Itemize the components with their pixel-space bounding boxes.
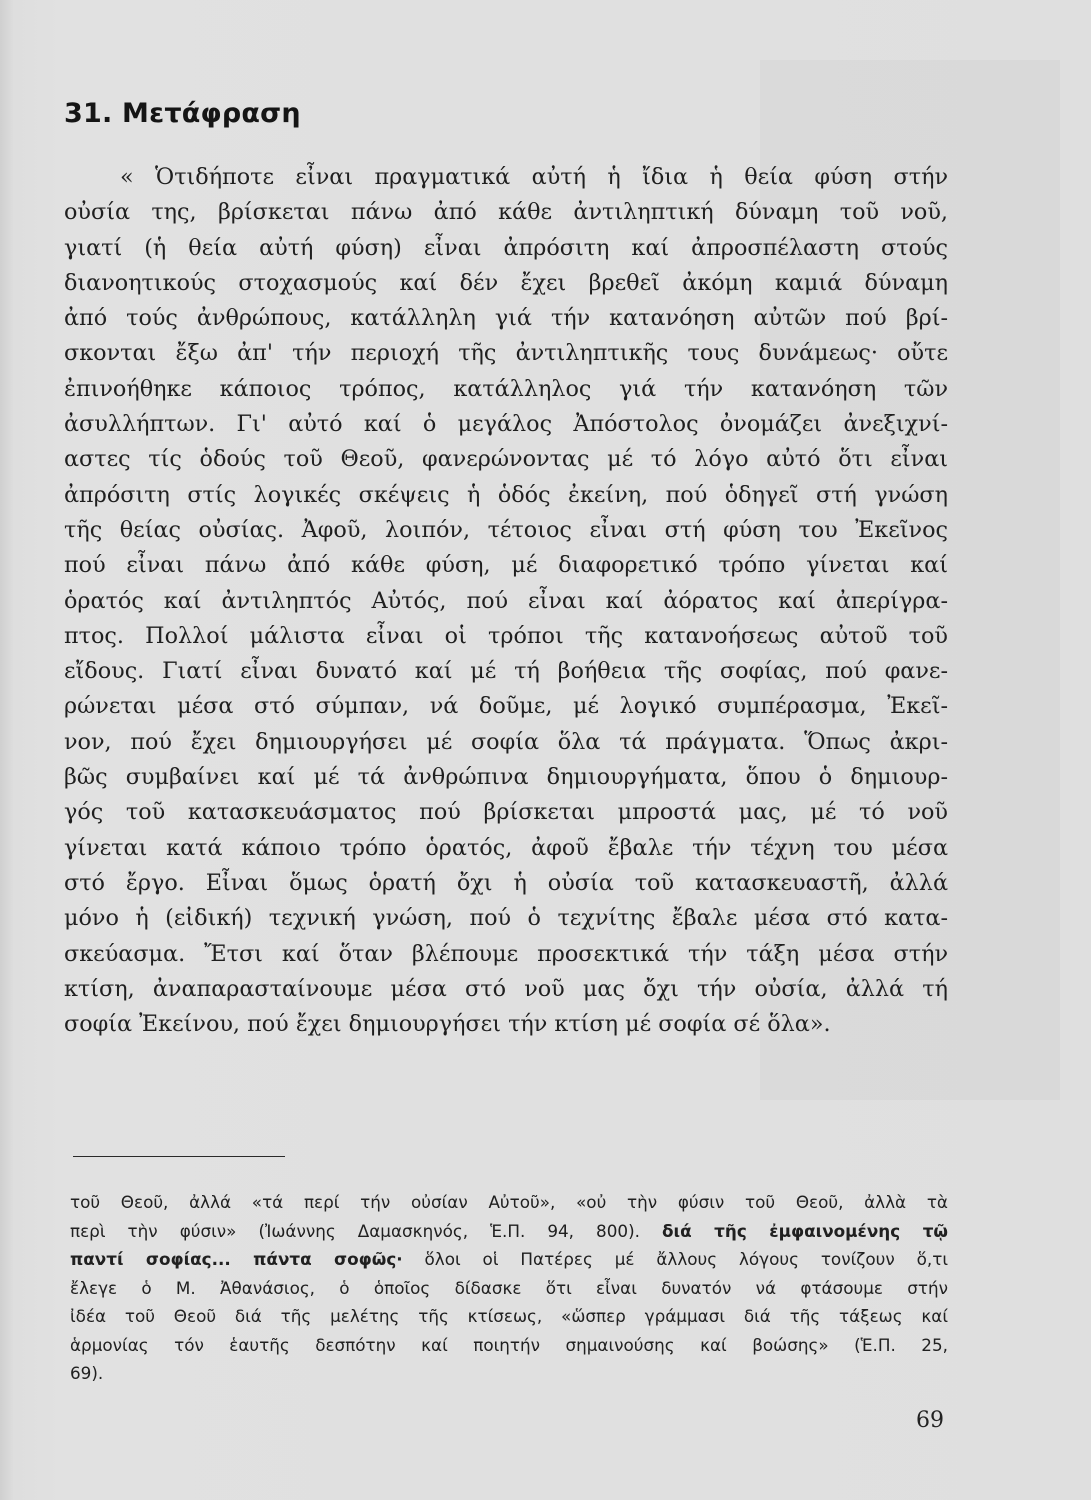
body-line: εἴδους. Γιατί εἶναι δυνατό καί μέ τή βοήθεια τῆς σοφίας, πού φανε-	[64, 658, 948, 685]
translation-body	[64, 160, 948, 1042]
body-line: « Ὁτιδήποτε εἶναι πραγματικά αὐτή ἡ ἴδια ἡ θεία φύση στήν	[120, 164, 948, 190]
footnote-text: περὶ τὴν φύσιν» (Ἰωάννης Δαμασκηνός, Ἑ.Π. 94, 800).	[70, 1220, 640, 1241]
body-line: ἀσυλλήπτων. Γι' αὐτό καί ὁ μεγάλος Ἀπόστολος ὀνομάζει ἀνεξιχνί-	[64, 411, 948, 438]
body-line: πού εἶναι πάνω ἀπό κάθε φύση, μέ διαφορετικό τρόπο γίνεται καί	[64, 552, 948, 579]
footnote-separator	[73, 1156, 285, 1157]
body-line: στό ἔργο. Εἶναι ὅμως ὁρατή ὄχι ἡ οὐσία τοῦ κατασκευαστῆ, ἀλλά	[64, 869, 948, 896]
section-heading: 31. Μετάφραση	[64, 98, 301, 129]
footnote-line: 69).	[70, 1363, 104, 1383]
footnote	[70, 1188, 948, 1388]
body-line: τῆς θείας οὐσίας. Ἀφοῦ, λοιπόν, τέτοιος εἶναι στή φύση του Ἐκεῖνος	[64, 516, 948, 543]
body-line: νον, πού ἔχει δημιουργήσει μέ σοφία ὅλα τά πράγματα. Ὅπως ἀκρι-	[64, 728, 948, 755]
footnote-line: τοῦ Θεοῦ, ἀλλά «τά περί τήν οὐσίαν Αὐτοῦ», «οὐ τὴν φύσιν τοῦ Θεοῦ, ἀλλὰ τὰ	[70, 1192, 948, 1212]
footnote-line: ἔλεγε ὁ Μ. Ἀθανάσιος, ὁ ὁποῖος δίδασκε ὅτι εἶναι δυνατόν νά φτάσουμε στήν	[70, 1277, 948, 1298]
body-line: ρώνεται μέσα στό σύμπαν, νά δοῦμε, μέ λογικό συμπέρασμα, Ἐκεῖ-	[64, 693, 948, 720]
body-line: ἐπινοήθηκε κάποιος τρόπος, κατάλληλος γιά τήν κατανόηση τῶν	[64, 375, 948, 402]
body-line: πτος. Πολλοί μάλιστα εἶναι οἱ τρόποι τῆς κατανοήσεως αὐτοῦ τοῦ	[64, 622, 948, 649]
body-line: σκεύασμα. Ἔτσι καί ὅταν βλέπουμε προσεκτικά τήν τάξη μέσα στήν	[64, 940, 948, 967]
footnote-text: ὅλοι οἱ Πατέρες μέ ἄλλους λόγους τονίζουν ὅ,τι	[424, 1249, 948, 1269]
body-line: βῶς συμβαίνει καί μέ τά ἀνθρώπινα δημιουργήματα, ὅπου ὁ δημιουρ-	[64, 764, 948, 791]
body-line: γός τοῦ κατασκευάσματος πού βρίσκεται μπροστά μας, μέ τό νοῦ	[64, 799, 948, 826]
body-line: σοφία Ἐκείνου, πού ἔχει δημιουργήσει τήν κτίση μέ σοφία σέ ὅλα».	[64, 1011, 831, 1038]
body-line: γιατί (ἡ θεία αὐτή φύση) εἶναι ἀπρόσιτη καί ἀπροσπέλαστη στούς	[64, 234, 948, 261]
body-line: διανοητικούς στοχασμούς καί δέν ἔχει βρεθεῖ ἀκόμη καμιά δύναμη	[64, 269, 948, 296]
body-line: γίνεται κατά κάποιο τρόπο ὁρατός, ἀφοῦ ἔβαλε τήν τέχνη του μέσα	[64, 834, 948, 861]
body-line: σκονται ἔξω ἀπ' τήν περιοχή τῆς ἀντιληπτικῆς τους δυνάμεως· οὔτε	[64, 340, 948, 367]
body-line: κτίση, ἀναπαρασταίνουμε μέσα στό νοῦ μας ὄχι τήν οὐσία, ἀλλά τή	[64, 975, 948, 1002]
body-line: μόνο ἡ (εἰδική) τεχνική γνώση, πού ὁ τεχνίτης ἔβαλε μέσα στό κατα-	[64, 905, 948, 932]
body-line: οὐσία της, βρίσκεται πάνω ἀπό κάθε ἀντιληπτική δύναμη τοῦ νοῦ,	[64, 199, 948, 226]
body-line: αστες τίς ὁδούς τοῦ Θεοῦ, φανερώνοντας μέ τό λόγο αὐτό ὅτι εἶναι	[64, 446, 948, 473]
page-number: 69	[916, 1408, 944, 1433]
footnote-line: ἰδέα τοῦ Θεοῦ διά τῆς μελέτης τῆς κτίσεως, «ὥσπερ γράμμασι διά τῆς τάξεως καί	[70, 1306, 948, 1326]
footnote-quote-bold: διά τῆς ἐμφαινομένης τῷ	[662, 1220, 949, 1241]
footnote-line	[70, 1217, 948, 1246]
body-line: ὁρατός καί ἀντιληπτός Αὐτός, πού εἶναι καί ἀόρατος καί ἀπερίγρα-	[64, 587, 948, 614]
footnote-line: ἁρμονίας τόν ἑαυτῆς δεσπότην καί ποιητήν σημαινούσης καί βοώσης» (Ἑ.Π. 25,	[70, 1334, 948, 1355]
footnote-line	[70, 1245, 948, 1274]
body-line: ἀπρόσιτη στίς λογικές σκέψεις ἡ ὁδός ἐκείνη, πού ὁδηγεῖ στή γνώση	[64, 481, 948, 508]
body-line: ἀπό τούς ἀνθρώπους, κατάλληλη γιά τήν κατανόηση αὐτῶν πού βρί-	[64, 305, 948, 332]
footnote-quote-bold: παντί σοφίας... πάντα σοφῶς·	[70, 1249, 403, 1269]
